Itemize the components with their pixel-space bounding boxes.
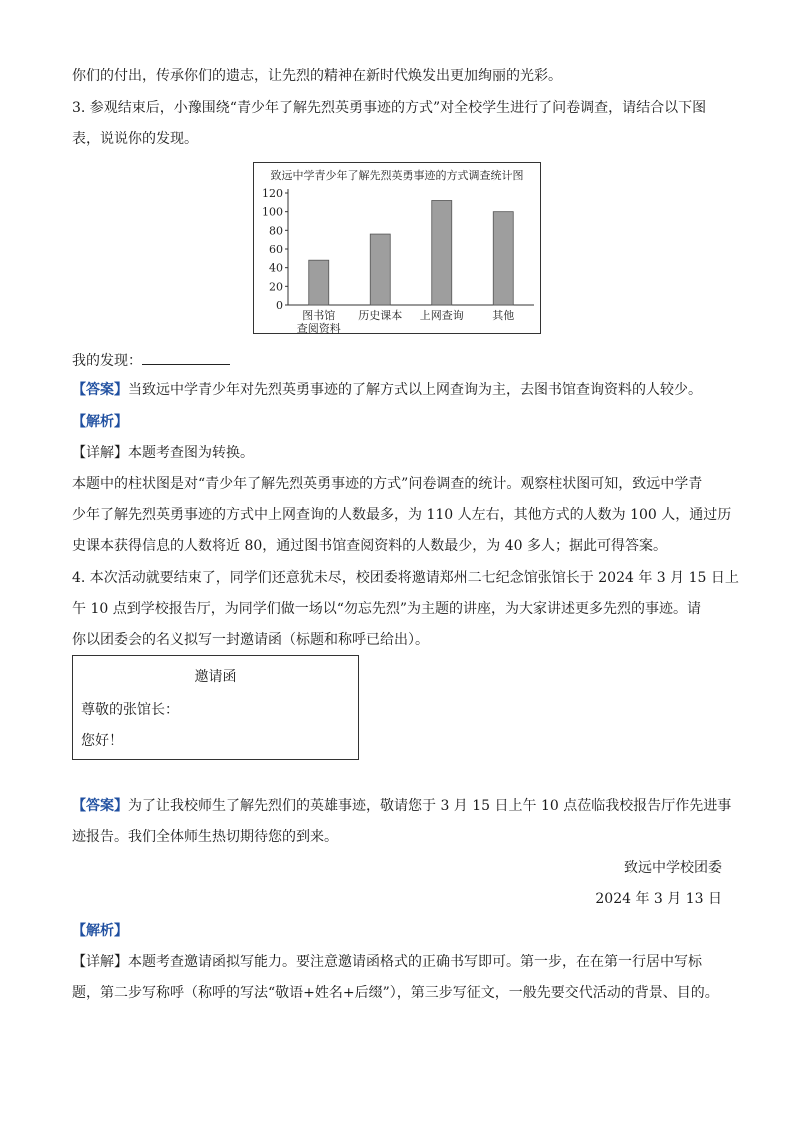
detail-1-line-3: 少年了解先烈英勇事迹的方式中上网查询的人数最多，为 110 人左右，其他方式的人数为 100 人，通过历 (72, 507, 732, 523)
y-tick-label: 100 (262, 205, 283, 219)
bar-3 (432, 200, 452, 305)
x-tick-label: 上网查询 (419, 309, 464, 322)
detail-1-line-4: 史课本获得信息的人数将近 80，通过图书馆查阅资料的人数最少，为 40 多人；据此可得答案。 (72, 538, 667, 554)
analysis-2 (72, 921, 722, 941)
invitation-letter-box (72, 655, 359, 760)
detail-1-text: 本题考查图为转换。 (128, 445, 254, 461)
discovery-label: 我的发现： (72, 353, 142, 369)
detail-1 (72, 443, 722, 463)
question-4-line-3: 你以团委会的名义拟写一封邀请函（标题和称呼已给出）。 (72, 632, 429, 648)
y-tick-label: 80 (269, 224, 283, 238)
bar-chart-svg (254, 163, 540, 333)
letter-hello: 您好！ (81, 733, 123, 749)
detail-1-tag: 【详解】 (72, 445, 128, 461)
bar-1 (309, 260, 329, 305)
answer-1 (72, 380, 722, 400)
discovery-line (72, 349, 722, 371)
y-tick-label: 120 (262, 187, 283, 200)
analysis-1-tag: 【解析】 (72, 414, 128, 430)
question-4-line-2: 午 10 点到学校报告厅，为同学们做一场以“勿忘先烈”为主题的讲座，为大家讲述更多先烈的事迹。请 (72, 601, 702, 617)
answer-1-text: 当致远中学青少年对先烈英勇事迹的了解方式以上网查询为主，去图书馆查询资料的人较少。 (128, 382, 702, 398)
detail-2-tag: 【详解】 (72, 954, 128, 970)
bar-4 (493, 212, 513, 305)
paragraph-intro: 你们的付出，传承你们的遗志，让先烈的精神在新时代焕发出更加绚丽的光彩。 (72, 68, 562, 84)
answer-2-date: 2024 年 3 月 13 日 (595, 891, 722, 907)
y-tick-label: 20 (269, 280, 283, 294)
bar-chart (253, 162, 541, 334)
analysis-1 (72, 412, 722, 432)
answer-2-tag: 【答案】 (72, 798, 128, 814)
x-tick-label: 其他 (492, 309, 515, 322)
answer-2 (72, 796, 732, 816)
chart-title: 致远中学青少年了解先烈英勇事迹的方式调查统计图 (270, 169, 524, 182)
bar-2 (370, 234, 390, 305)
letter-greeting: 尊敬的张馆长： (81, 702, 179, 718)
question-3-line-2: 表，说说你的发现。 (72, 131, 198, 147)
detail-2-text: 本题考查邀请函拟写能力。要注意邀请函格式的正确书写即可。第一步，在在第一行居中写标 (128, 954, 702, 970)
letter-title: 邀请函 (194, 669, 237, 685)
x-tick-label: 历史课本 (358, 309, 403, 322)
y-tick-label: 40 (269, 261, 283, 275)
detail-2-line-2: 题，第二步写称呼（称呼的写法“敬语+姓名+后缀”），第三步写征文，一般先要交代活动的背景、目的。 (72, 985, 719, 1001)
discovery-blank[interactable] (142, 349, 230, 365)
question-4-line-1: 4. 本次活动就要结束了，同学们还意犹未尽，校团委将邀请郑州二七纪念馆张馆长于 2024 年 3 月 15 日上 (72, 570, 739, 586)
answer-2-line-2: 迹报告。我们全体师生热切期待您的到来。 (72, 829, 338, 845)
answer-2-text: 为了让我校师生了解先烈们的英雄事迹，敬请您于 3 月 15 日上午 10 点莅临我校报告厅作先进事 (128, 798, 732, 814)
analysis-2-tag: 【解析】 (72, 923, 128, 939)
y-tick-label: 60 (269, 243, 283, 256)
question-3-line-1: 3. 参观结束后，小豫围绕“青少年了解先烈英勇事迹的方式”对全校学生进行了问卷调查，请结合以下图 (72, 100, 707, 116)
x-tick-label: 图书馆查阅资料 (296, 309, 341, 333)
detail-2 (72, 952, 722, 972)
detail-1-line-2: 本题中的柱状图是对“青少年了解先烈英勇事迹的方式”问卷调查的统计。观察柱状图可知，致远中学青 (72, 476, 703, 492)
answer-2-signature: 致远中学校团委 (624, 860, 722, 876)
answer-1-tag: 【答案】 (72, 382, 128, 398)
y-tick-label: 0 (276, 299, 283, 312)
